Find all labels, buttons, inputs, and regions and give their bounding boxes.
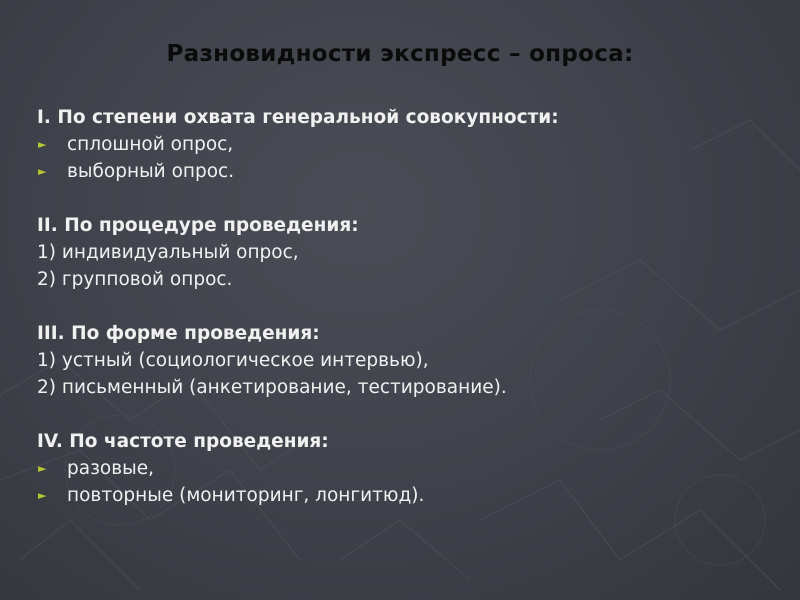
list-item: [37, 374, 777, 401]
list-item-text: 1) устный (социологическое интервью),: [37, 350, 429, 371]
slide-title: Разновидности экспресс – опроса:: [166, 41, 634, 67]
list-item: [37, 455, 777, 482]
list-item-text: 2) групповой опрос.: [37, 269, 233, 290]
triangle-right-icon: ►: [38, 462, 47, 475]
triangle-right-icon: ►: [38, 165, 47, 178]
triangle-right-icon: ►: [38, 138, 47, 151]
section-heading: II. По процедуре проведения:: [37, 215, 359, 236]
section-coverage: [37, 104, 777, 185]
list-item-text: сплошной опрос,: [67, 134, 234, 155]
section-heading: I. По степени охвата генеральной совокупности:: [37, 107, 559, 128]
section-form: [37, 320, 777, 401]
slide-content: [37, 104, 777, 509]
list-item: [37, 482, 777, 509]
list-item: [37, 239, 777, 266]
list-item-text: выборный опрос.: [67, 161, 235, 182]
list-item-text: 1) индивидуальный опрос,: [37, 242, 299, 263]
list-item: [37, 347, 777, 374]
section-heading: IV. По частоте проведения:: [37, 431, 329, 452]
list-item-text: разовые,: [67, 458, 155, 479]
list-item: [37, 158, 777, 185]
section-procedure: [37, 212, 777, 293]
section-frequency: [37, 428, 777, 509]
list-item: [37, 266, 777, 293]
triangle-right-icon: ►: [38, 489, 47, 502]
section-heading: III. По форме проведения:: [37, 323, 320, 344]
list-item-text: 2) письменный (анкетирование, тестирование).: [37, 377, 507, 398]
list-item-text: повторные (мониторинг, лонгитюд).: [67, 485, 425, 506]
list-item: [37, 131, 777, 158]
